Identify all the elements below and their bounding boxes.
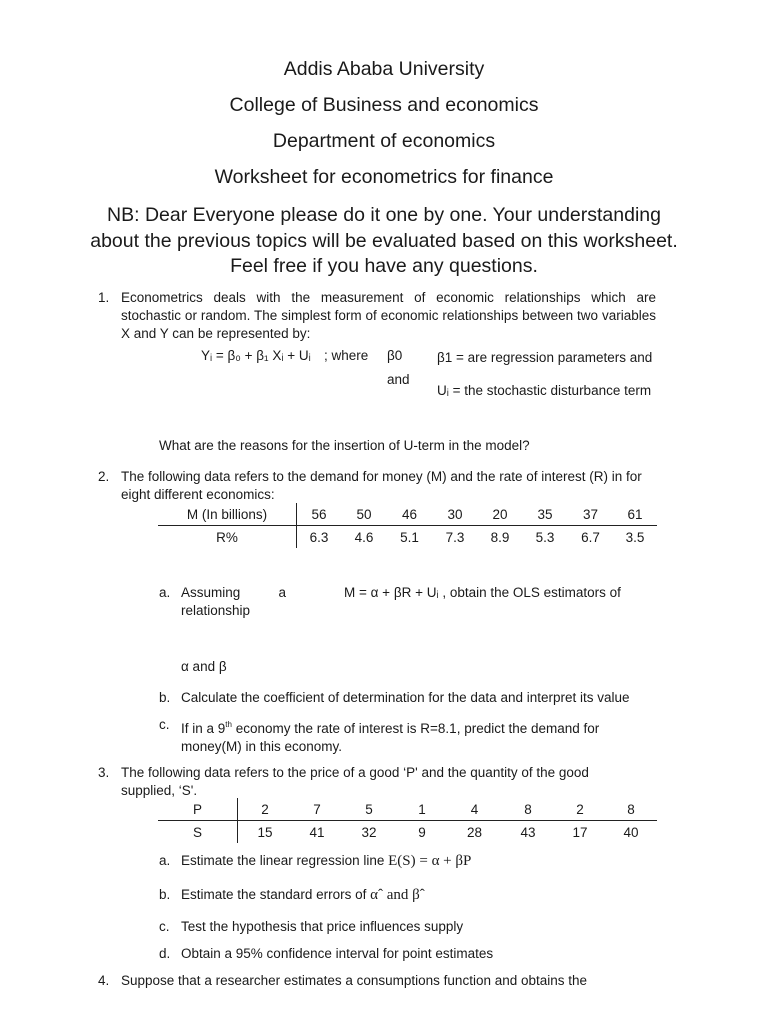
q3d-text: Obtain a 95% confidence interval for point estimates bbox=[181, 946, 494, 961]
table-cell: 17 bbox=[572, 824, 588, 840]
q2a-tail: α and β bbox=[181, 659, 227, 674]
table-cell: 6.3 bbox=[309, 529, 329, 545]
table-cell: 7.3 bbox=[445, 529, 465, 545]
q2c-post: economy the rate of interest is R=8.1, predict the demand for money(M) in this economy. bbox=[181, 721, 600, 754]
q3c-label: c. bbox=[159, 919, 170, 934]
table-row bbox=[158, 503, 657, 526]
q1-text: Econometrics deals with the measurement of economic relationships which are stochastic or random. The simplest form of economic relationships between two variables X and Y can be represented by: bbox=[121, 290, 656, 341]
table-cell: 2 bbox=[555, 798, 605, 821]
table-cell: 40 bbox=[623, 824, 639, 840]
table-cell: 4 bbox=[448, 798, 501, 821]
q1-equation: Yᵢ = β₀ + β₁ Xᵢ + Uᵢ bbox=[201, 348, 311, 363]
q4-text: Suppose that a researcher estimates a consumptions function and obtains the bbox=[121, 973, 588, 988]
table-cell: 35 bbox=[522, 503, 568, 526]
table-row bbox=[158, 798, 657, 821]
q2c-pre: If in a 9 bbox=[181, 721, 226, 736]
table-row bbox=[158, 821, 657, 844]
q4-number: 4. bbox=[98, 973, 110, 988]
note-paragraph: NB: Dear Everyone please do it one by one. Your understanding about the previous topics will be evaluated based on this worksheet. Feel free if you have any questions. bbox=[90, 204, 678, 277]
table-cell: 15 bbox=[257, 824, 273, 840]
q1-number: 1. bbox=[98, 290, 110, 305]
table-cell: 9 bbox=[418, 824, 426, 840]
table-cell: 4.6 bbox=[354, 529, 374, 545]
table-cell: 56 bbox=[297, 503, 342, 526]
q3-text: The following data refers to the price of a good ‘P' and the quantity of the good supplied, ‘S'. bbox=[121, 765, 589, 798]
table-row-label: P bbox=[158, 798, 238, 821]
table-row-label: M (In billions) bbox=[158, 503, 297, 526]
q1-and: and bbox=[387, 372, 410, 387]
table-cell: 46 bbox=[387, 503, 432, 526]
table-cell: 8.9 bbox=[490, 529, 510, 545]
q2a-text: Assuming a relationship bbox=[181, 585, 286, 618]
q2c-text bbox=[181, 716, 621, 756]
table-cell: 3.5 bbox=[625, 529, 645, 545]
q2b-label: b. bbox=[159, 690, 171, 705]
q3b-text: Estimate the standard errors of bbox=[181, 887, 371, 902]
table-cell: 7 bbox=[292, 798, 342, 821]
q2-number: 2. bbox=[98, 469, 110, 484]
college-title: College of Business and economics bbox=[229, 94, 539, 116]
q3a-equation: E(S) = α + βP bbox=[388, 853, 472, 869]
q2c-label: c. bbox=[159, 717, 170, 732]
table-cell: 6.7 bbox=[581, 529, 600, 545]
q3a-label: a. bbox=[159, 853, 171, 868]
q3b-label: b. bbox=[159, 887, 171, 902]
q1-where: ; where bbox=[324, 348, 369, 363]
q3-data-table bbox=[158, 798, 657, 843]
q1-beta0: β0 bbox=[387, 348, 403, 363]
q1-question: What are the reasons for the insertion of U-term in the model? bbox=[159, 438, 530, 453]
university-title: Addis Ababa University bbox=[283, 58, 485, 80]
table-row-label: S bbox=[158, 821, 238, 844]
worksheet-title: Worksheet for econometrics for finance bbox=[214, 166, 554, 188]
table-cell: 30 bbox=[432, 503, 478, 526]
table-row-label: R% bbox=[158, 526, 297, 549]
q2a-label: a. bbox=[159, 585, 171, 600]
q3b-line bbox=[181, 886, 425, 904]
table-cell: 43 bbox=[520, 824, 536, 840]
table-row bbox=[158, 526, 657, 549]
q2-data-table bbox=[158, 503, 657, 548]
table-cell: 2 bbox=[238, 798, 293, 821]
table-cell: 32 bbox=[361, 824, 377, 840]
q3c-text: Test the hypothesis that price influences supply bbox=[181, 919, 464, 934]
q1-ui-desc: Uᵢ = the stochastic disturbance term bbox=[437, 383, 652, 398]
q2c-sup: th bbox=[225, 720, 232, 729]
table-cell: 41 bbox=[309, 824, 325, 840]
table-cell: 37 bbox=[568, 503, 613, 526]
department-title: Department of economics bbox=[272, 130, 496, 152]
table-cell: 5.3 bbox=[535, 529, 555, 545]
q2b-text: Calculate the coefficient of determination for the data and interpret its value bbox=[181, 690, 630, 705]
table-cell: 1 bbox=[396, 798, 448, 821]
q3a-line bbox=[181, 852, 471, 870]
q3b-equation: αˆ and βˆ bbox=[370, 887, 425, 903]
table-cell: 8 bbox=[605, 798, 657, 821]
table-cell: 5 bbox=[342, 798, 396, 821]
table-cell: 8 bbox=[501, 798, 555, 821]
table-cell: 5.1 bbox=[400, 529, 419, 545]
q1-beta1-desc: β1 = are regression parameters and bbox=[437, 350, 653, 365]
table-cell: 28 bbox=[466, 824, 483, 840]
table-cell: 20 bbox=[478, 503, 522, 526]
q3d-label: d. bbox=[159, 946, 171, 961]
table-cell: 61 bbox=[613, 503, 657, 526]
q3-number: 3. bbox=[98, 765, 110, 780]
q2a-equation: M = α + βR + Uᵢ , obtain the OLS estimators of bbox=[344, 585, 621, 600]
q3a-text: Estimate the linear regression line bbox=[181, 853, 389, 868]
q2-text: The following data refers to the demand for money (M) and the rate of interest (R) in for eight different economics: bbox=[121, 469, 642, 502]
table-cell: 50 bbox=[341, 503, 387, 526]
